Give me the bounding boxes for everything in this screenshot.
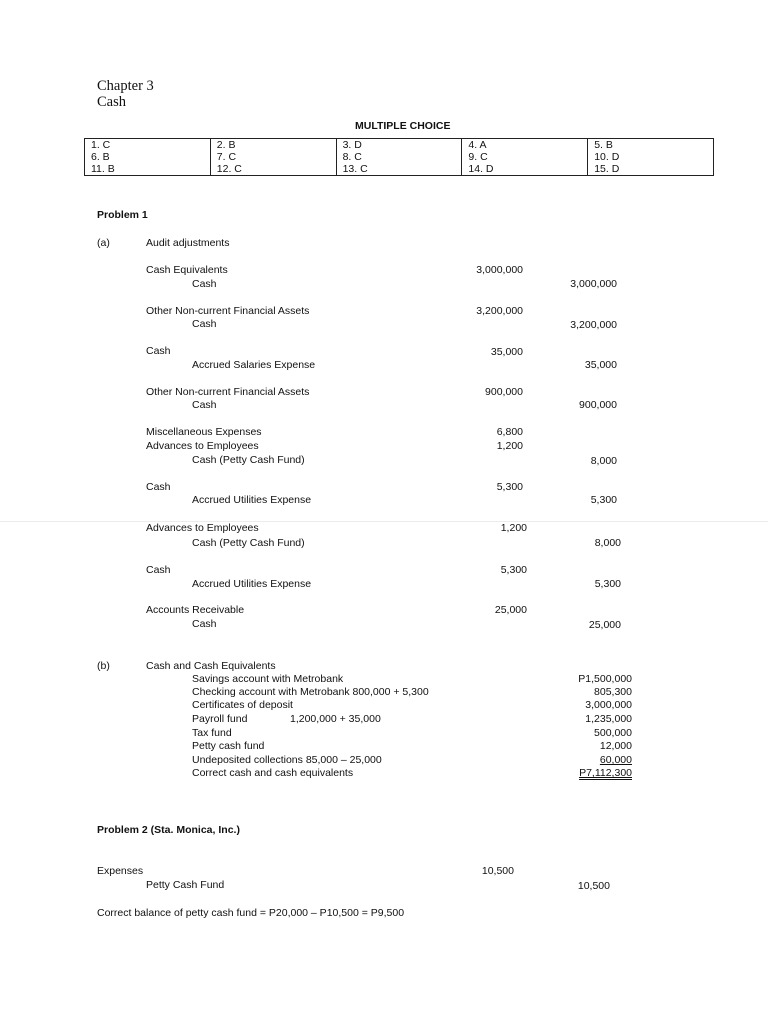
entry-credit-account: Accrued Utilities Expense [192,494,312,506]
multiple-choice-title: MULTIPLE CHOICE [355,120,451,132]
entry-debit-amount: 5,300 [500,564,527,576]
answer-cell: 11. B [85,163,211,176]
answer-cell: 12. C [210,163,336,176]
entry-debit-amount: 6,800 [496,426,523,438]
answer-cell: 14. D [462,163,588,176]
entry-credit-account: Cash (Petty Cash Fund) [192,454,305,466]
cash-item-label: Savings account with Metrobank [192,673,344,685]
part-a-label: (a) [97,237,110,249]
problem2-debit-account: Expenses [97,865,144,877]
answer-cell: 15. D [588,163,714,176]
entry-debit-account: Other Non-current Financial Assets [146,386,310,398]
entry-debit-amount: 5,300 [496,481,523,493]
answer-cell: 10. D [588,151,714,163]
entry-credit-amount: 8,000 [590,455,617,467]
answer-key-table [84,138,714,176]
entry-debit-amount: 1,200 [496,440,523,452]
cash-item-label: Undeposited collections 85,000 – 25,000 [192,754,382,766]
answer-cell: 5. B [588,139,714,152]
entry-credit-amount: 900,000 [579,399,617,411]
page-break-divider [0,521,768,522]
entry-debit-account: Advances to Employees [146,440,259,452]
entry-credit-account: Cash [192,399,217,411]
entry-credit-amount: 8,000 [594,537,621,549]
chapter-title: Chapter 3 [97,78,154,94]
cash-item-amount: 500,000 [594,727,632,739]
entry-credit-account: Accrued Utilities Expense [192,578,312,590]
answer-cell: 7. C [210,151,336,163]
answer-cell: 2. B [210,139,336,152]
problem2-credit-account: Petty Cash Fund [146,879,225,891]
chapter-topic: Cash [97,94,126,110]
answer-cell: 13. C [336,163,462,176]
problem2-title: Problem 2 (Sta. Monica, Inc.) [97,824,240,836]
cash-item-amount: P1,500,000 [578,673,632,685]
cash-item-amount: 1,235,000 [585,713,632,725]
answer-cell: 1. C [85,139,211,152]
table-row [85,139,714,152]
answer-cell: 6. B [85,151,211,163]
cash-item-label: Tax fund [192,727,232,739]
entry-debit-amount: 3,000,000 [476,264,523,276]
entry-debit-amount: 1,200 [500,522,527,534]
answer-cell: 4. A [462,139,588,152]
entry-debit-account: Miscellaneous Expenses [146,426,262,438]
entry-debit-account: Cash [146,564,171,576]
entry-debit-amount: 25,000 [494,604,527,616]
cash-item-amount: 12,000 [599,740,632,752]
cash-item-label: Payroll fund [192,713,248,725]
problem2-debit-amount: 10,500 [481,865,514,877]
cash-item-note: 1,200,000 + 35,000 [290,713,381,725]
entry-credit-account: Cash (Petty Cash Fund) [192,537,305,549]
entry-debit-account: Other Non-current Financial Assets [146,305,310,317]
cash-item-amount: 3,000,000 [585,699,632,711]
entry-debit-account: Accounts Receivable [146,604,245,616]
entry-credit-account: Accrued Salaries Expense [192,359,316,371]
entry-debit-amount: 35,000 [490,346,523,358]
cash-total-amount: P7,112,300 [579,767,632,779]
cash-item-label: Petty cash fund [192,740,265,752]
entry-credit-amount: 25,000 [588,619,621,631]
entry-credit-amount: 3,200,000 [570,319,617,331]
answer-cell: 8. C [336,151,462,163]
table-row [85,151,714,163]
entry-debit-account: Cash [146,345,171,357]
part-b-title: Cash and Cash Equivalents [146,660,276,672]
entry-credit-amount: 35,000 [584,359,617,371]
cash-item-label: Certificates of deposit [192,699,293,711]
entry-credit-amount: 5,300 [590,494,617,506]
entry-credit-account: Cash [192,618,217,630]
cash-item-label: Checking account with Metrobank 800,000 + 5,300 [192,686,429,698]
answer-cell: 9. C [462,151,588,163]
entry-credit-account: Cash [192,318,217,330]
answer-cell: 3. D [336,139,462,152]
entry-debit-account: Cash [146,481,171,493]
problem2-note: Correct balance of petty cash fund = P20,000 – P10,500 = P9,500 [97,907,405,919]
entry-debit-amount: 900,000 [485,386,523,398]
problem1-title: Problem 1 [97,209,148,221]
entry-debit-account: Cash Equivalents [146,264,228,276]
entry-credit-amount: 3,000,000 [570,278,617,290]
entry-credit-account: Cash [192,278,217,290]
entry-credit-amount: 5,300 [594,578,621,590]
part-a-title: Audit adjustments [146,237,230,249]
entry-debit-amount: 3,200,000 [476,305,523,317]
part-b-label: (b) [97,660,110,672]
cash-total-label: Correct cash and cash equivalents [192,767,354,779]
cash-item-amount: 805,300 [594,686,632,698]
cash-item-amount: 60,000 [599,754,632,766]
entry-debit-account: Advances to Employees [146,522,259,534]
table-row [85,163,714,176]
problem2-credit-amount: 10,500 [577,880,610,892]
